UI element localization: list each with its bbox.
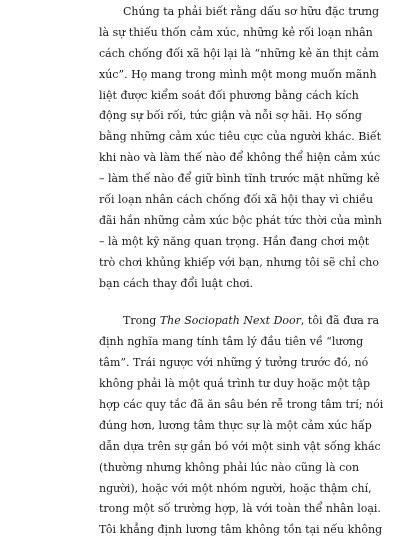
text-line: rối loạn nhân cách chống đối xã hội thay vì chiều xyxy=(99,193,374,207)
text-line: là sự thiếu thốn cảm xúc, những kẻ rối loạn nhân xyxy=(99,25,373,39)
text-line: không phải là một quá trình tư duy hoặc một tập xyxy=(99,377,371,391)
text-line: người), hoặc với một nhóm người, hoặc thậm chí, xyxy=(99,481,372,495)
paragraph-1 xyxy=(99,2,382,294)
text-line: trong một số trường hợp, là với toàn thể nhân loại. xyxy=(99,502,381,516)
text-line: – làm thế nào để giữ bình tĩnh trước mặt những kẻ xyxy=(99,172,380,186)
paragraph-2 xyxy=(99,311,384,541)
text-line: Tôi khẳng định lương tâm không tồn tại nếu không xyxy=(99,523,383,537)
text-line xyxy=(99,311,380,332)
text-line: bạn cách thay đổi luật chơi. xyxy=(99,276,254,290)
text-line: khi nào và làm thế nào để không thể hiện cảm xúc xyxy=(99,151,381,165)
text-fragment: Trong xyxy=(123,314,160,328)
text-line: đúng hơn, lương tâm thực sự là một cảm xúc hấp xyxy=(99,418,372,432)
text-line: Chúng ta phải biết rằng dấu sơ hữu đặc trưng xyxy=(123,5,380,18)
text-line: – là một kỹ năng quan trọng. Hắn đang chơi một xyxy=(99,234,370,248)
text-line: trò chơi khủng khiếp với bạn, nhưng tôi sẽ chỉ cho xyxy=(99,255,379,269)
text-fragment: , tôi đã đưa ra xyxy=(300,314,380,328)
text-line: liệt được kiểm soát đối phương bằng cách kích xyxy=(99,88,359,102)
text-line: tâm”. Trái ngược với những ý tưởng trước đó, nó xyxy=(99,356,369,370)
book-title: The Sociopath Next Door xyxy=(159,314,301,328)
text-line: định nghĩa mang tính tâm lý đầu tiên về “lương xyxy=(99,335,364,349)
text-line: dẫn dựa trên sự gắn bó với một sinh vật sống khác xyxy=(99,439,381,453)
text-line: động sự bối rối, tức giận và nỗi sợ hãi. Họ sống xyxy=(99,109,362,123)
text-line: (thường nhưng không phải lúc nào cũng là con xyxy=(99,460,360,474)
text-line: xúc”. Họ mang trong mình một mong muốn mãnh xyxy=(99,67,377,81)
text-line: cách chống đối xã hội lại là “những kẻ ăn thịt cảm xyxy=(99,46,379,60)
body-text xyxy=(99,2,384,541)
text-line: đãi hắn những cảm xúc bộc phát tức thời của mình xyxy=(99,213,382,227)
text-line: hợp các quy tắc đã ăn sâu bén rễ trong tâm trí; nói xyxy=(99,398,384,412)
text-line: bằng những cảm xúc tiêu cực của người khác. Biết xyxy=(99,130,382,144)
